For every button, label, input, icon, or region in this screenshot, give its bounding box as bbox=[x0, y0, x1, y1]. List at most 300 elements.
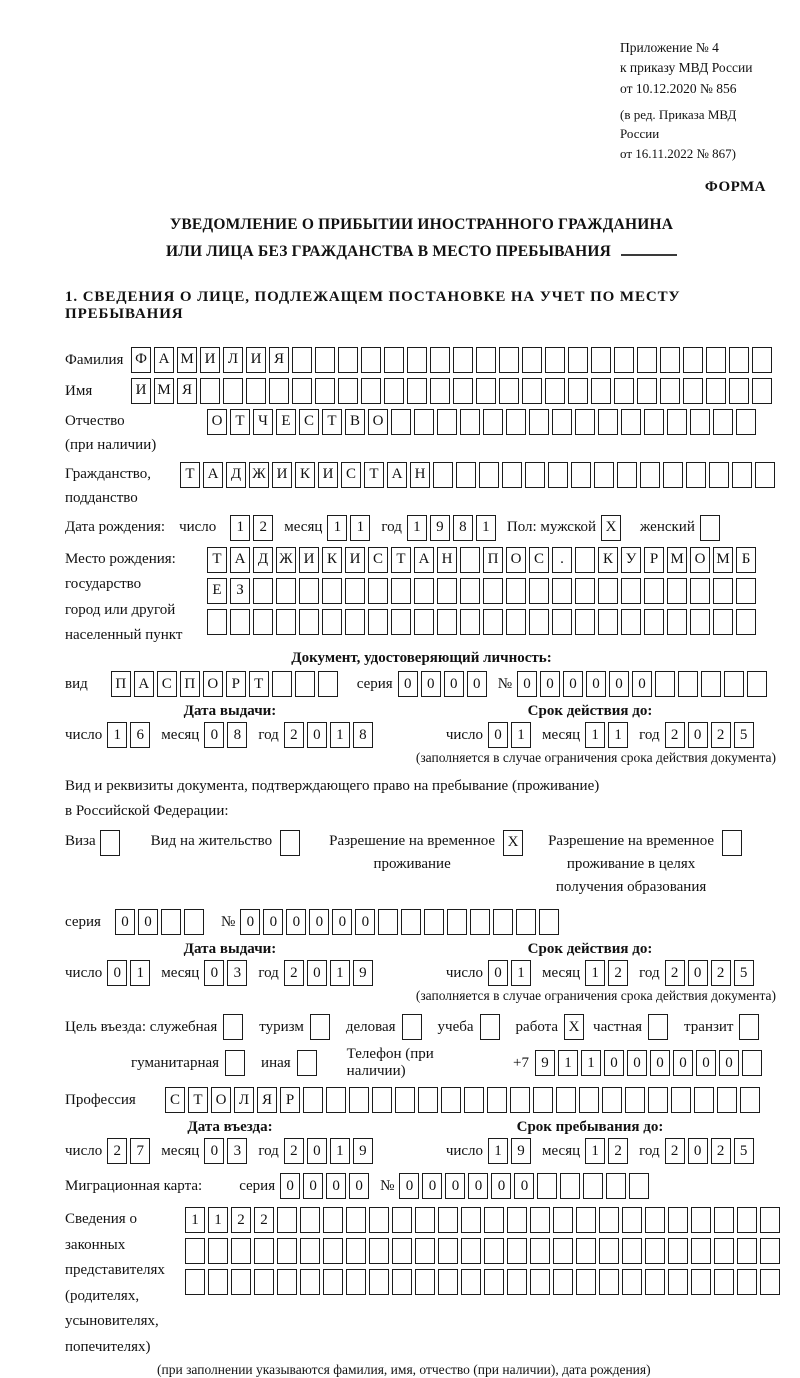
birth-place-char-box[interactable]: И bbox=[299, 547, 319, 573]
birth-place-char-box[interactable]: С bbox=[529, 547, 549, 573]
name-char-box[interactable] bbox=[706, 378, 726, 404]
entry-day-box[interactable]: 2 bbox=[107, 1138, 127, 1164]
birth-place-char-box[interactable] bbox=[345, 578, 365, 604]
birth-day-box[interactable]: 1 bbox=[230, 515, 250, 541]
surname-char-box[interactable] bbox=[315, 347, 335, 373]
representatives-char-box[interactable]: 1 bbox=[208, 1207, 228, 1233]
surname-char-box[interactable] bbox=[614, 347, 634, 373]
representatives-char-box[interactable] bbox=[185, 1269, 205, 1295]
representatives-char-box[interactable] bbox=[530, 1207, 550, 1233]
doc-number-box[interactable] bbox=[655, 671, 675, 697]
birth-place-char-box[interactable]: Д bbox=[253, 547, 273, 573]
permit-number-box[interactable] bbox=[539, 909, 559, 935]
representatives-char-box[interactable]: 2 bbox=[254, 1207, 274, 1233]
migration-number-box[interactable]: 0 bbox=[491, 1173, 511, 1199]
permit-issue-year-box[interactable]: 1 bbox=[330, 960, 350, 986]
name-char-box[interactable] bbox=[637, 378, 657, 404]
representatives-char-box[interactable] bbox=[599, 1238, 619, 1264]
profession-char-box[interactable] bbox=[533, 1087, 553, 1113]
citizenship-char-box[interactable] bbox=[640, 462, 660, 488]
patronymic-char-box[interactable]: Ч bbox=[253, 409, 273, 435]
permit-valid-month-box[interactable]: 2 bbox=[608, 960, 628, 986]
permit-issue-year-box[interactable]: 2 bbox=[284, 960, 304, 986]
permit-issue-year-box[interactable]: 9 bbox=[353, 960, 373, 986]
birth-place-char-box[interactable] bbox=[598, 578, 618, 604]
migration-number-box[interactable] bbox=[537, 1173, 557, 1199]
stay-year-box[interactable]: 5 bbox=[734, 1138, 754, 1164]
representatives-char-box[interactable] bbox=[484, 1269, 504, 1295]
citizenship-char-box[interactable] bbox=[755, 462, 775, 488]
representatives-char-box[interactable] bbox=[576, 1269, 596, 1295]
representatives-char-box[interactable] bbox=[576, 1238, 596, 1264]
doc-number-box[interactable] bbox=[701, 671, 721, 697]
representatives-char-box[interactable] bbox=[576, 1207, 596, 1233]
representatives-char-box[interactable] bbox=[484, 1238, 504, 1264]
patronymic-char-box[interactable] bbox=[529, 409, 549, 435]
representatives-char-box[interactable] bbox=[277, 1269, 297, 1295]
doc-kind-char-box[interactable]: С bbox=[157, 671, 177, 697]
birth-place-char-box[interactable] bbox=[690, 578, 710, 604]
birth-place-char-box[interactable] bbox=[299, 609, 319, 635]
surname-char-box[interactable] bbox=[522, 347, 542, 373]
birth-place-char-box[interactable] bbox=[575, 578, 595, 604]
profession-char-box[interactable] bbox=[349, 1087, 369, 1113]
patronymic-char-box[interactable] bbox=[690, 409, 710, 435]
name-char-box[interactable] bbox=[361, 378, 381, 404]
representatives-char-box[interactable] bbox=[691, 1269, 711, 1295]
birth-place-char-box[interactable]: Р bbox=[644, 547, 664, 573]
transit-box[interactable] bbox=[739, 1014, 759, 1040]
surname-char-box[interactable]: И bbox=[246, 347, 266, 373]
representatives-char-box[interactable] bbox=[277, 1207, 297, 1233]
surname-char-box[interactable] bbox=[407, 347, 427, 373]
citizenship-char-box[interactable] bbox=[548, 462, 568, 488]
birth-place-char-box[interactable]: Б bbox=[736, 547, 756, 573]
other-box[interactable] bbox=[297, 1050, 317, 1076]
name-char-box[interactable] bbox=[476, 378, 496, 404]
profession-char-box[interactable] bbox=[579, 1087, 599, 1113]
birth-place-char-box[interactable] bbox=[621, 578, 641, 604]
profession-char-box[interactable]: Я bbox=[257, 1087, 277, 1113]
doc-series-box[interactable]: 0 bbox=[444, 671, 464, 697]
name-char-box[interactable] bbox=[338, 378, 358, 404]
entry-month-box[interactable]: 0 bbox=[204, 1138, 224, 1164]
surname-char-box[interactable]: Ф bbox=[131, 347, 151, 373]
surname-char-box[interactable] bbox=[476, 347, 496, 373]
doc-kind-char-box[interactable]: П bbox=[111, 671, 131, 697]
birth-place-char-box[interactable] bbox=[368, 609, 388, 635]
citizenship-char-box[interactable] bbox=[525, 462, 545, 488]
representatives-char-box[interactable] bbox=[231, 1269, 251, 1295]
issue-day-box[interactable]: 1 bbox=[107, 722, 127, 748]
name-char-box[interactable] bbox=[407, 378, 427, 404]
representatives-char-box[interactable] bbox=[392, 1238, 412, 1264]
name-char-box[interactable] bbox=[729, 378, 749, 404]
profession-char-box[interactable] bbox=[556, 1087, 576, 1113]
stay-year-box[interactable]: 2 bbox=[665, 1138, 685, 1164]
birth-year-box[interactable]: 8 bbox=[453, 515, 473, 541]
tourism-box[interactable] bbox=[310, 1014, 330, 1040]
permit-number-box[interactable] bbox=[493, 909, 513, 935]
patronymic-char-box[interactable] bbox=[552, 409, 572, 435]
patronymic-char-box[interactable] bbox=[460, 409, 480, 435]
surname-char-box[interactable]: И bbox=[200, 347, 220, 373]
birth-place-char-box[interactable]: А bbox=[230, 547, 250, 573]
sex-male-box[interactable]: X bbox=[601, 515, 621, 541]
representatives-char-box[interactable] bbox=[668, 1207, 688, 1233]
birth-place-char-box[interactable]: А bbox=[414, 547, 434, 573]
permit-issue-month-box[interactable]: 3 bbox=[227, 960, 247, 986]
sex-female-box[interactable] bbox=[700, 515, 720, 541]
name-char-box[interactable] bbox=[545, 378, 565, 404]
representatives-char-box[interactable]: 2 bbox=[231, 1207, 251, 1233]
stay-year-box[interactable]: 2 bbox=[711, 1138, 731, 1164]
citizenship-char-box[interactable]: И bbox=[272, 462, 292, 488]
patronymic-char-box[interactable] bbox=[598, 409, 618, 435]
entry-month-box[interactable]: 3 bbox=[227, 1138, 247, 1164]
surname-char-box[interactable] bbox=[591, 347, 611, 373]
birth-year-box[interactable]: 1 bbox=[476, 515, 496, 541]
birth-place-char-box[interactable]: К bbox=[598, 547, 618, 573]
representatives-char-box[interactable] bbox=[622, 1269, 642, 1295]
profession-char-box[interactable] bbox=[648, 1087, 668, 1113]
representatives-char-box[interactable] bbox=[507, 1238, 527, 1264]
representatives-char-box[interactable] bbox=[185, 1238, 205, 1264]
representatives-char-box[interactable] bbox=[346, 1238, 366, 1264]
birth-place-char-box[interactable]: Е bbox=[207, 578, 227, 604]
migration-number-box[interactable]: 0 bbox=[399, 1173, 419, 1199]
representatives-char-box[interactable] bbox=[507, 1207, 527, 1233]
representatives-char-box[interactable] bbox=[553, 1269, 573, 1295]
patronymic-char-box[interactable] bbox=[575, 409, 595, 435]
birth-place-char-box[interactable] bbox=[460, 578, 480, 604]
phone-digit-box[interactable]: 0 bbox=[650, 1050, 670, 1076]
valid-day-box[interactable]: 1 bbox=[511, 722, 531, 748]
citizenship-char-box[interactable]: Т bbox=[364, 462, 384, 488]
entry-year-box[interactable]: 9 bbox=[353, 1138, 373, 1164]
phone-digit-box[interactable]: 0 bbox=[696, 1050, 716, 1076]
profession-char-box[interactable] bbox=[418, 1087, 438, 1113]
representatives-char-box[interactable] bbox=[668, 1269, 688, 1295]
representatives-char-box[interactable] bbox=[737, 1269, 757, 1295]
doc-kind-char-box[interactable]: О bbox=[203, 671, 223, 697]
doc-kind-char-box[interactable]: Р bbox=[226, 671, 246, 697]
birth-place-char-box[interactable] bbox=[345, 609, 365, 635]
patronymic-char-box[interactable] bbox=[483, 409, 503, 435]
permit-issue-year-box[interactable]: 0 bbox=[307, 960, 327, 986]
patronymic-char-box[interactable]: Т bbox=[230, 409, 250, 435]
birth-place-char-box[interactable]: О bbox=[690, 547, 710, 573]
birth-place-char-box[interactable]: У bbox=[621, 547, 641, 573]
migration-number-box[interactable]: 0 bbox=[468, 1173, 488, 1199]
name-char-box[interactable] bbox=[430, 378, 450, 404]
representatives-char-box[interactable] bbox=[323, 1238, 343, 1264]
representatives-char-box[interactable] bbox=[208, 1269, 228, 1295]
permit-number-box[interactable] bbox=[447, 909, 467, 935]
citizenship-char-box[interactable] bbox=[732, 462, 752, 488]
patronymic-char-box[interactable] bbox=[506, 409, 526, 435]
permit-issue-day-box[interactable]: 0 bbox=[107, 960, 127, 986]
citizenship-char-box[interactable] bbox=[433, 462, 453, 488]
permit-valid-day-box[interactable]: 0 bbox=[488, 960, 508, 986]
phone-digit-box[interactable]: 1 bbox=[558, 1050, 578, 1076]
representatives-char-box[interactable] bbox=[392, 1207, 412, 1233]
citizenship-char-box[interactable]: Д bbox=[226, 462, 246, 488]
valid-day-box[interactable]: 0 bbox=[488, 722, 508, 748]
migration-number-box[interactable]: 0 bbox=[445, 1173, 465, 1199]
birth-place-char-box[interactable]: Н bbox=[437, 547, 457, 573]
doc-kind-char-box[interactable]: Т bbox=[249, 671, 269, 697]
citizenship-char-box[interactable]: Ж bbox=[249, 462, 269, 488]
birth-place-char-box[interactable] bbox=[529, 609, 549, 635]
birth-place-char-box[interactable] bbox=[253, 609, 273, 635]
name-char-box[interactable]: Я bbox=[177, 378, 197, 404]
representatives-char-box[interactable] bbox=[622, 1238, 642, 1264]
birth-place-char-box[interactable] bbox=[253, 578, 273, 604]
birth-place-char-box[interactable] bbox=[713, 578, 733, 604]
migration-series-box[interactable]: 0 bbox=[280, 1173, 300, 1199]
permit-series-box[interactable]: 0 bbox=[138, 909, 158, 935]
profession-char-box[interactable]: С bbox=[165, 1087, 185, 1113]
representatives-char-box[interactable] bbox=[323, 1269, 343, 1295]
permit-number-box[interactable]: 0 bbox=[309, 909, 329, 935]
permit-valid-month-box[interactable]: 1 bbox=[585, 960, 605, 986]
migration-series-box[interactable]: 0 bbox=[349, 1173, 369, 1199]
representatives-char-box[interactable] bbox=[461, 1207, 481, 1233]
name-char-box[interactable] bbox=[223, 378, 243, 404]
permit-valid-day-box[interactable]: 1 bbox=[511, 960, 531, 986]
representatives-char-box[interactable] bbox=[346, 1207, 366, 1233]
permit-number-box[interactable]: 0 bbox=[240, 909, 260, 935]
citizenship-char-box[interactable] bbox=[594, 462, 614, 488]
name-char-box[interactable] bbox=[568, 378, 588, 404]
surname-char-box[interactable]: М bbox=[177, 347, 197, 373]
temp-permit-box[interactable]: X bbox=[503, 830, 523, 856]
profession-char-box[interactable] bbox=[694, 1087, 714, 1113]
citizenship-char-box[interactable]: А bbox=[387, 462, 407, 488]
birth-place-char-box[interactable] bbox=[322, 578, 342, 604]
representatives-char-box[interactable] bbox=[415, 1238, 435, 1264]
representatives-char-box[interactable] bbox=[369, 1238, 389, 1264]
name-char-box[interactable] bbox=[522, 378, 542, 404]
birth-place-char-box[interactable] bbox=[667, 609, 687, 635]
birth-place-char-box[interactable]: . bbox=[552, 547, 572, 573]
profession-char-box[interactable]: Р bbox=[280, 1087, 300, 1113]
profession-char-box[interactable] bbox=[510, 1087, 530, 1113]
surname-char-box[interactable] bbox=[361, 347, 381, 373]
phone-digit-box[interactable] bbox=[742, 1050, 762, 1076]
stay-month-box[interactable]: 1 bbox=[585, 1138, 605, 1164]
phone-digit-box[interactable]: 0 bbox=[627, 1050, 647, 1076]
representatives-char-box[interactable] bbox=[208, 1238, 228, 1264]
valid-year-box[interactable]: 2 bbox=[711, 722, 731, 748]
representatives-char-box[interactable] bbox=[530, 1269, 550, 1295]
representatives-char-box[interactable] bbox=[714, 1269, 734, 1295]
representatives-char-box[interactable] bbox=[714, 1207, 734, 1233]
humanitarian-box[interactable] bbox=[225, 1050, 245, 1076]
patronymic-char-box[interactable] bbox=[414, 409, 434, 435]
representatives-char-box[interactable] bbox=[645, 1238, 665, 1264]
valid-month-box[interactable]: 1 bbox=[585, 722, 605, 748]
entry-year-box[interactable]: 1 bbox=[330, 1138, 350, 1164]
permit-valid-year-box[interactable]: 0 bbox=[688, 960, 708, 986]
permit-valid-year-box[interactable]: 5 bbox=[734, 960, 754, 986]
surname-char-box[interactable] bbox=[683, 347, 703, 373]
birth-place-char-box[interactable] bbox=[391, 578, 411, 604]
name-char-box[interactable] bbox=[453, 378, 473, 404]
patronymic-char-box[interactable] bbox=[736, 409, 756, 435]
birth-place-char-box[interactable] bbox=[483, 609, 503, 635]
birth-place-char-box[interactable] bbox=[644, 578, 664, 604]
citizenship-char-box[interactable]: С bbox=[341, 462, 361, 488]
citizenship-char-box[interactable]: И bbox=[318, 462, 338, 488]
residence-permit-box[interactable] bbox=[280, 830, 300, 856]
permit-number-box[interactable]: 0 bbox=[263, 909, 283, 935]
surname-char-box[interactable] bbox=[545, 347, 565, 373]
surname-char-box[interactable] bbox=[660, 347, 680, 373]
birth-place-char-box[interactable]: Т bbox=[207, 547, 227, 573]
issue-month-box[interactable]: 8 bbox=[227, 722, 247, 748]
birth-place-char-box[interactable] bbox=[598, 609, 618, 635]
representatives-char-box[interactable] bbox=[415, 1269, 435, 1295]
profession-char-box[interactable]: Л bbox=[234, 1087, 254, 1113]
name-char-box[interactable] bbox=[246, 378, 266, 404]
profession-char-box[interactable] bbox=[303, 1087, 323, 1113]
doc-number-box[interactable]: 0 bbox=[609, 671, 629, 697]
birth-place-char-box[interactable]: С bbox=[368, 547, 388, 573]
name-char-box[interactable] bbox=[292, 378, 312, 404]
doc-kind-char-box[interactable] bbox=[318, 671, 338, 697]
representatives-char-box[interactable] bbox=[300, 1269, 320, 1295]
birth-year-box[interactable]: 9 bbox=[430, 515, 450, 541]
birth-place-char-box[interactable]: К bbox=[322, 547, 342, 573]
profession-char-box[interactable] bbox=[372, 1087, 392, 1113]
representatives-char-box[interactable] bbox=[599, 1207, 619, 1233]
representatives-char-box[interactable] bbox=[438, 1269, 458, 1295]
doc-number-box[interactable]: 0 bbox=[586, 671, 606, 697]
permit-number-box[interactable] bbox=[516, 909, 536, 935]
work-box[interactable]: X bbox=[564, 1014, 584, 1040]
birth-place-char-box[interactable] bbox=[644, 609, 664, 635]
citizenship-char-box[interactable] bbox=[571, 462, 591, 488]
patronymic-char-box[interactable]: Т bbox=[322, 409, 342, 435]
phone-digit-box[interactable]: 0 bbox=[604, 1050, 624, 1076]
representatives-char-box[interactable] bbox=[461, 1238, 481, 1264]
birth-place-char-box[interactable] bbox=[575, 609, 595, 635]
surname-char-box[interactable] bbox=[384, 347, 404, 373]
doc-number-box[interactable]: 0 bbox=[517, 671, 537, 697]
name-char-box[interactable] bbox=[660, 378, 680, 404]
birth-place-char-box[interactable]: З bbox=[230, 578, 250, 604]
doc-series-box[interactable]: 0 bbox=[398, 671, 418, 697]
representatives-char-box[interactable] bbox=[760, 1269, 780, 1295]
visa-box[interactable] bbox=[100, 830, 120, 856]
birth-place-char-box[interactable] bbox=[322, 609, 342, 635]
profession-char-box[interactable] bbox=[487, 1087, 507, 1113]
patronymic-char-box[interactable]: С bbox=[299, 409, 319, 435]
birth-place-char-box[interactable] bbox=[414, 609, 434, 635]
business-box[interactable] bbox=[402, 1014, 422, 1040]
migration-number-box[interactable]: 0 bbox=[422, 1173, 442, 1199]
issue-year-box[interactable]: 0 bbox=[307, 722, 327, 748]
profession-char-box[interactable] bbox=[441, 1087, 461, 1113]
patronymic-char-box[interactable] bbox=[621, 409, 641, 435]
surname-char-box[interactable] bbox=[637, 347, 657, 373]
birth-place-char-box[interactable] bbox=[736, 578, 756, 604]
birth-place-char-box[interactable]: М bbox=[667, 547, 687, 573]
representatives-char-box[interactable] bbox=[645, 1269, 665, 1295]
birth-place-char-box[interactable] bbox=[552, 609, 572, 635]
issue-day-box[interactable]: 6 bbox=[130, 722, 150, 748]
citizenship-char-box[interactable]: А bbox=[203, 462, 223, 488]
permit-series-box[interactable] bbox=[161, 909, 181, 935]
valid-year-box[interactable]: 2 bbox=[665, 722, 685, 748]
surname-char-box[interactable]: Я bbox=[269, 347, 289, 373]
birth-month-box[interactable]: 1 bbox=[350, 515, 370, 541]
birth-month-box[interactable]: 1 bbox=[327, 515, 347, 541]
surname-char-box[interactable] bbox=[453, 347, 473, 373]
entry-year-box[interactable]: 2 bbox=[284, 1138, 304, 1164]
representatives-char-box[interactable] bbox=[300, 1238, 320, 1264]
surname-char-box[interactable] bbox=[338, 347, 358, 373]
profession-char-box[interactable] bbox=[625, 1087, 645, 1113]
birth-place-char-box[interactable] bbox=[437, 578, 457, 604]
name-char-box[interactable] bbox=[614, 378, 634, 404]
representatives-char-box[interactable] bbox=[277, 1238, 297, 1264]
citizenship-char-box[interactable] bbox=[663, 462, 683, 488]
name-char-box[interactable] bbox=[315, 378, 335, 404]
name-char-box[interactable] bbox=[591, 378, 611, 404]
birth-place-char-box[interactable]: О bbox=[506, 547, 526, 573]
migration-series-box[interactable]: 0 bbox=[303, 1173, 323, 1199]
representatives-char-box[interactable] bbox=[438, 1207, 458, 1233]
representatives-char-box[interactable] bbox=[760, 1238, 780, 1264]
birth-place-char-box[interactable] bbox=[483, 578, 503, 604]
representatives-char-box[interactable] bbox=[737, 1238, 757, 1264]
representatives-char-box[interactable] bbox=[323, 1207, 343, 1233]
patronymic-char-box[interactable]: О bbox=[207, 409, 227, 435]
citizenship-char-box[interactable] bbox=[502, 462, 522, 488]
birth-place-char-box[interactable]: Ж bbox=[276, 547, 296, 573]
doc-number-box[interactable] bbox=[747, 671, 767, 697]
birth-place-char-box[interactable] bbox=[391, 609, 411, 635]
representatives-char-box[interactable] bbox=[530, 1238, 550, 1264]
doc-series-box[interactable]: 0 bbox=[467, 671, 487, 697]
patronymic-char-box[interactable] bbox=[644, 409, 664, 435]
birth-place-char-box[interactable] bbox=[460, 609, 480, 635]
surname-char-box[interactable]: А bbox=[154, 347, 174, 373]
name-char-box[interactable]: И bbox=[131, 378, 151, 404]
citizenship-char-box[interactable]: Н bbox=[410, 462, 430, 488]
permit-series-box[interactable]: 0 bbox=[115, 909, 135, 935]
phone-digit-box[interactable]: 1 bbox=[581, 1050, 601, 1076]
migration-number-box[interactable]: 0 bbox=[514, 1173, 534, 1199]
representatives-char-box[interactable] bbox=[553, 1238, 573, 1264]
study-box[interactable] bbox=[480, 1014, 500, 1040]
representatives-char-box[interactable] bbox=[714, 1238, 734, 1264]
surname-char-box[interactable] bbox=[706, 347, 726, 373]
permit-number-box[interactable]: 0 bbox=[355, 909, 375, 935]
profession-char-box[interactable]: Т bbox=[188, 1087, 208, 1113]
phone-digit-box[interactable]: 0 bbox=[719, 1050, 739, 1076]
representatives-char-box[interactable] bbox=[300, 1207, 320, 1233]
permit-number-box[interactable]: 0 bbox=[286, 909, 306, 935]
name-char-box[interactable] bbox=[384, 378, 404, 404]
surname-char-box[interactable] bbox=[499, 347, 519, 373]
name-char-box[interactable] bbox=[200, 378, 220, 404]
citizenship-char-box[interactable] bbox=[709, 462, 729, 488]
birth-place-char-box[interactable] bbox=[230, 609, 250, 635]
